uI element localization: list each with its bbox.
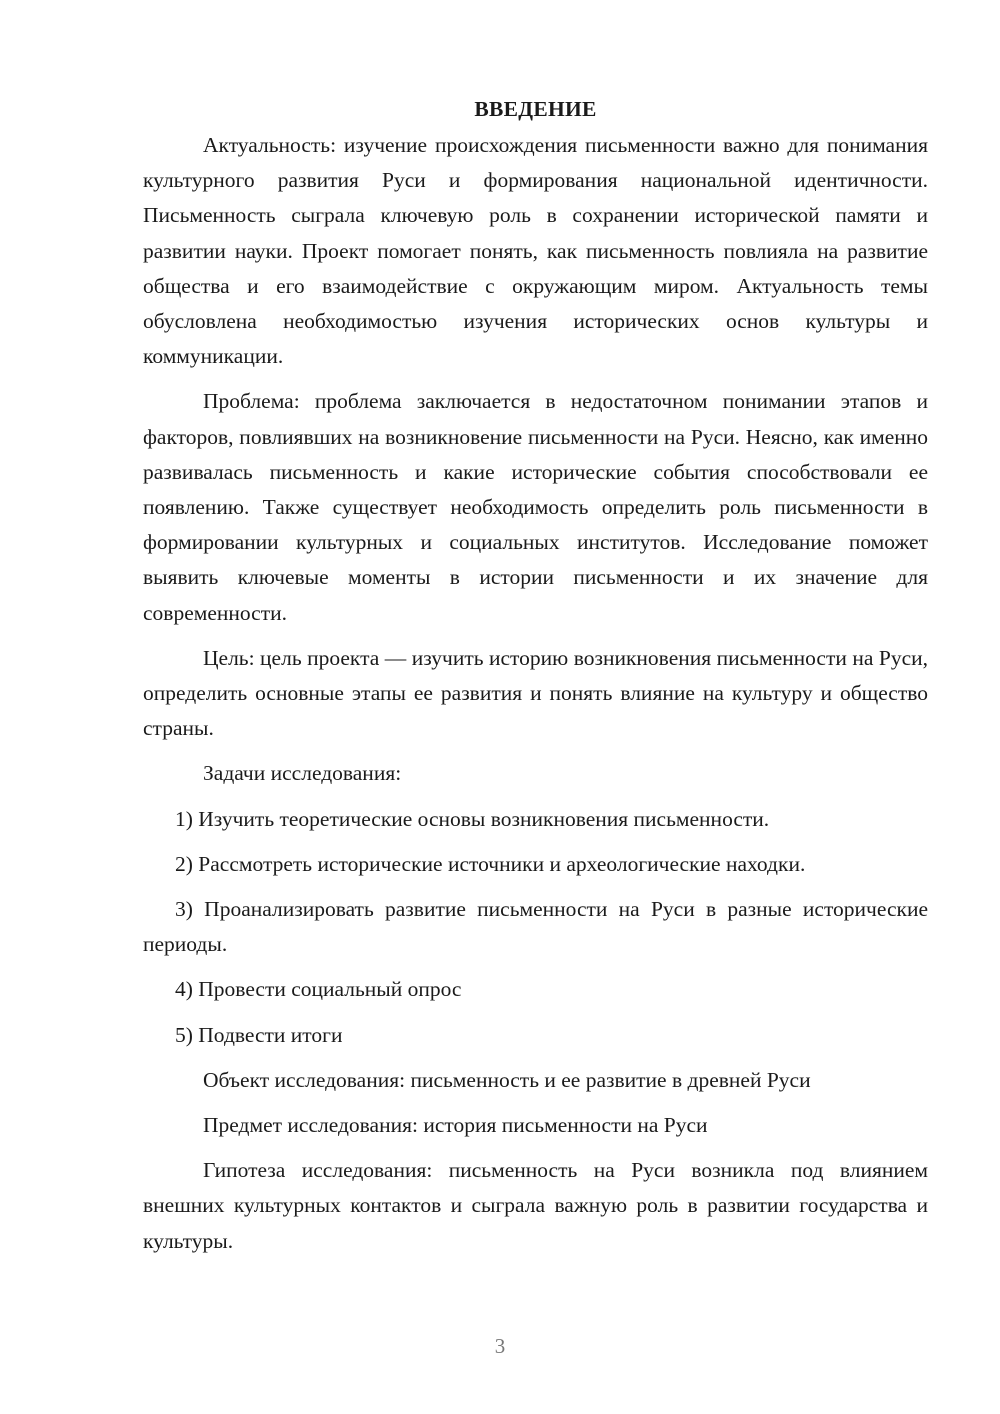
- task-item-1: 1) Изучить теоретические основы возникновения письменности.: [175, 806, 770, 831]
- task-item-5: 5) Подвести итоги: [175, 1022, 343, 1047]
- research-subject: Предмет исследования: история письменности на Руси: [203, 1113, 708, 1138]
- task-item-4: 4) Провести социальный опрос: [175, 977, 462, 1002]
- document-page: [143, 92, 928, 1269]
- hypothesis-paragraph: Гипотеза исследования: письменность на Руси возникла под влиянием внешних культурных контактов и сыграла важную роль в развитии государства и культуры.: [143, 1158, 928, 1253]
- problem-paragraph: Проблема: проблема заключается в недостаточном понимании этапов и факторов, повлиявших на возникновение письменности на Руси. Неясно, как именно развивалась письменность и какие исторические события способствовали ее появлению. Также существует необходимость определить роль письменности в формировании культурных и социальных институтов. Исследование поможет выявить ключевые моменты в истории письменности и их значение для современности.: [143, 389, 928, 625]
- research-object: Объект исследования: письменность и ее развитие в древней Руси: [203, 1067, 811, 1092]
- task-item-2: 2) Рассмотреть исторические источники и археологические находки.: [175, 851, 806, 876]
- goal-paragraph: Цель: цель проекта — изучить историю возникновения письменности на Руси, определить основные этапы ее развития и понять влияние на культуру и общество страны.: [143, 645, 928, 741]
- tasks-heading: Задачи исследования:: [203, 761, 402, 786]
- task-item-3: 3) Проанализировать развитие письменности на Руси в разные исторические периоды.: [143, 897, 928, 957]
- section-title: ВВЕДЕНИЕ: [474, 97, 597, 121]
- relevance-paragraph: Актуальность: изучение происхождения письменности важно для понимания культурного развития Руси и формирования национальной идентичности. Письменность сыграла ключевую роль в сохранении исторической памяти и развитии науки. Проект помогает понять, как письменность повлияла на развитие общества и его взаимодействие с окружающим миром. Актуальность темы обусловлена необходимостью изучения исторических основ культуры и коммуникации.: [143, 133, 928, 369]
- page-number: 3: [494, 1334, 506, 1358]
